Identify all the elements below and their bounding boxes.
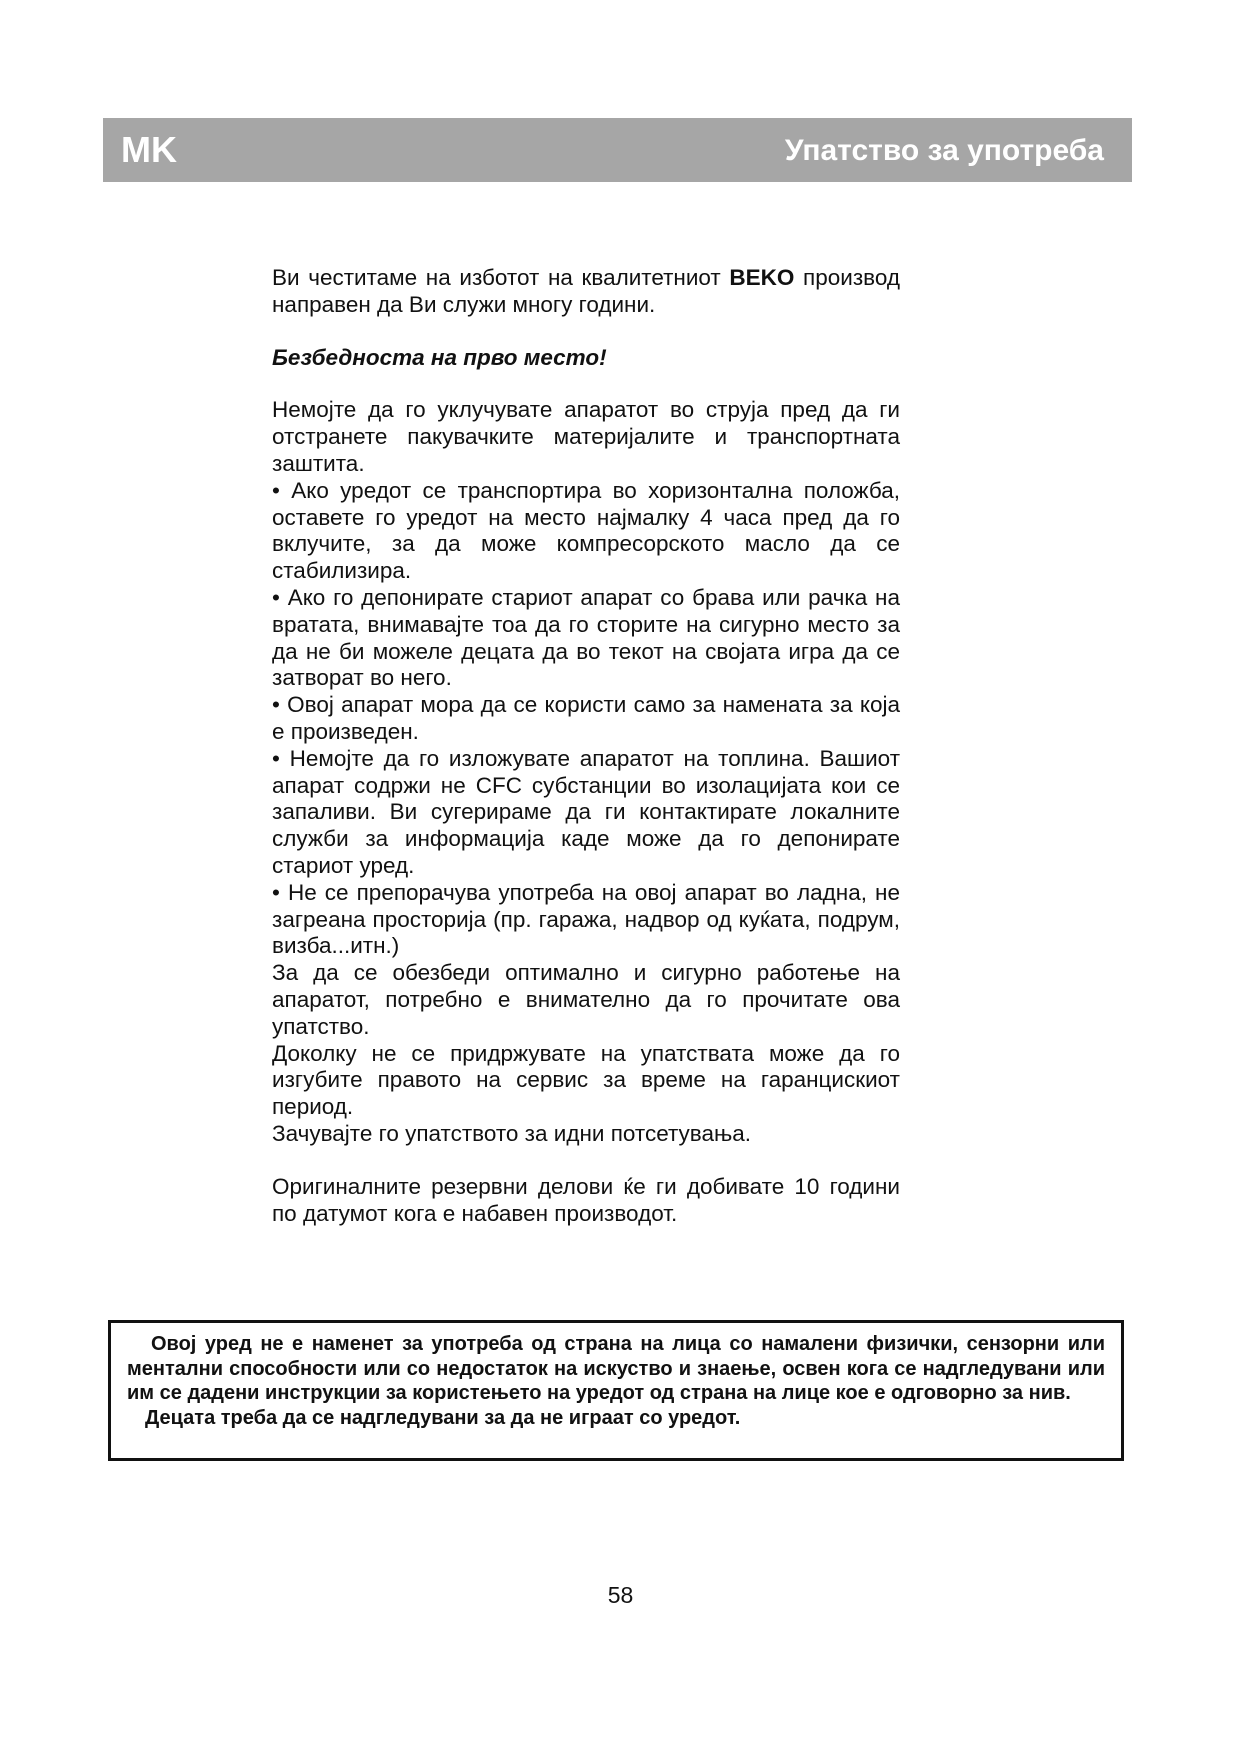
main-text [272, 265, 900, 1227]
intro-text-end: производ направен да Ви служи многу години. [272, 265, 901, 317]
notice-paragraph: Овој уред не е наменет за употреба од страна на лица со намалени физички, сензорни или ментални способности или со недостаток на искуство и знаење, освен кога се надгледувани или им се дадени инструкции за користењето на уредот од страна на лице кое е одговорно за нив. [127, 1333, 1105, 1404]
spare-parts-paragraph: Оригиналните резервни делови ќе ги добивате 10 години по датумот кога е набавен производот. [272, 1173, 900, 1226]
safety-paragraph: • Овој апарат мора да се користи само за намената за која е произведен. [272, 692, 900, 744]
page-header-bar [103, 118, 1132, 182]
safety-paragraph: • Ако го депонирате стариот апарат со брава или рачка на вратата, внимавајте тоа да го сторите на сигурно место за да не би можеле децата да во текот на својата игра да се затворат во него. [272, 584, 900, 691]
intro-paragraph [272, 265, 900, 319]
safety-paragraph: • Ако уредот се транспортира во хоризонтална положба, оставете го уредот на место најмалку 4 часа пред да го вклучите, за да може компресорското масло да се стабилизира. [272, 477, 900, 584]
safety-paragraph: • Немојте да го изложувате апаратот на топлина. Вашиот апарат содржи не CFC субстанции во изолацијата кои се запаливи. Ви сугерираме да ги контактирате локалните служби за информација каде може да го депонирате стариот уред. [272, 745, 900, 878]
safety-heading: Безбедноста на прво место! [272, 344, 607, 370]
notice-paragraph: Децата треба да се надгледувани за да не играат со уредот. [145, 1406, 741, 1429]
page-title: Упатство за употреба [784, 134, 1104, 167]
safety-paragraph: Доколку не се придржувате на упатствата може да го изгубите правото на сервис за време на гаранцискиот период. [272, 1040, 900, 1120]
language-code: MK [121, 129, 177, 170]
safety-paragraph: Зачувајте го упатството за идни потсетувања. [272, 1120, 752, 1146]
safety-paragraph: Немојте да го уклучувате апаратот во струја пред да ги отстранете пакувачките материјалите и транспортната заштита. [272, 397, 900, 476]
brand-name: BEKO [729, 265, 795, 290]
page-number: 58 [607, 1582, 634, 1608]
warning-notice-box [108, 1320, 1124, 1461]
safety-paragraph: • Не се препорачува употреба на овој апарат во ладна, не загреана просторија (пр. гаража, надвор од куќата, подрум, визба...итн.) [272, 879, 900, 959]
safety-paragraph: За да се обезбеди оптимално и сигурно работење на апаратот, потребно е внимателно да го прочитате ова упатство. [272, 960, 900, 1039]
intro-text-start: Ви честитаме на изботот на квалитетниот [272, 265, 730, 290]
